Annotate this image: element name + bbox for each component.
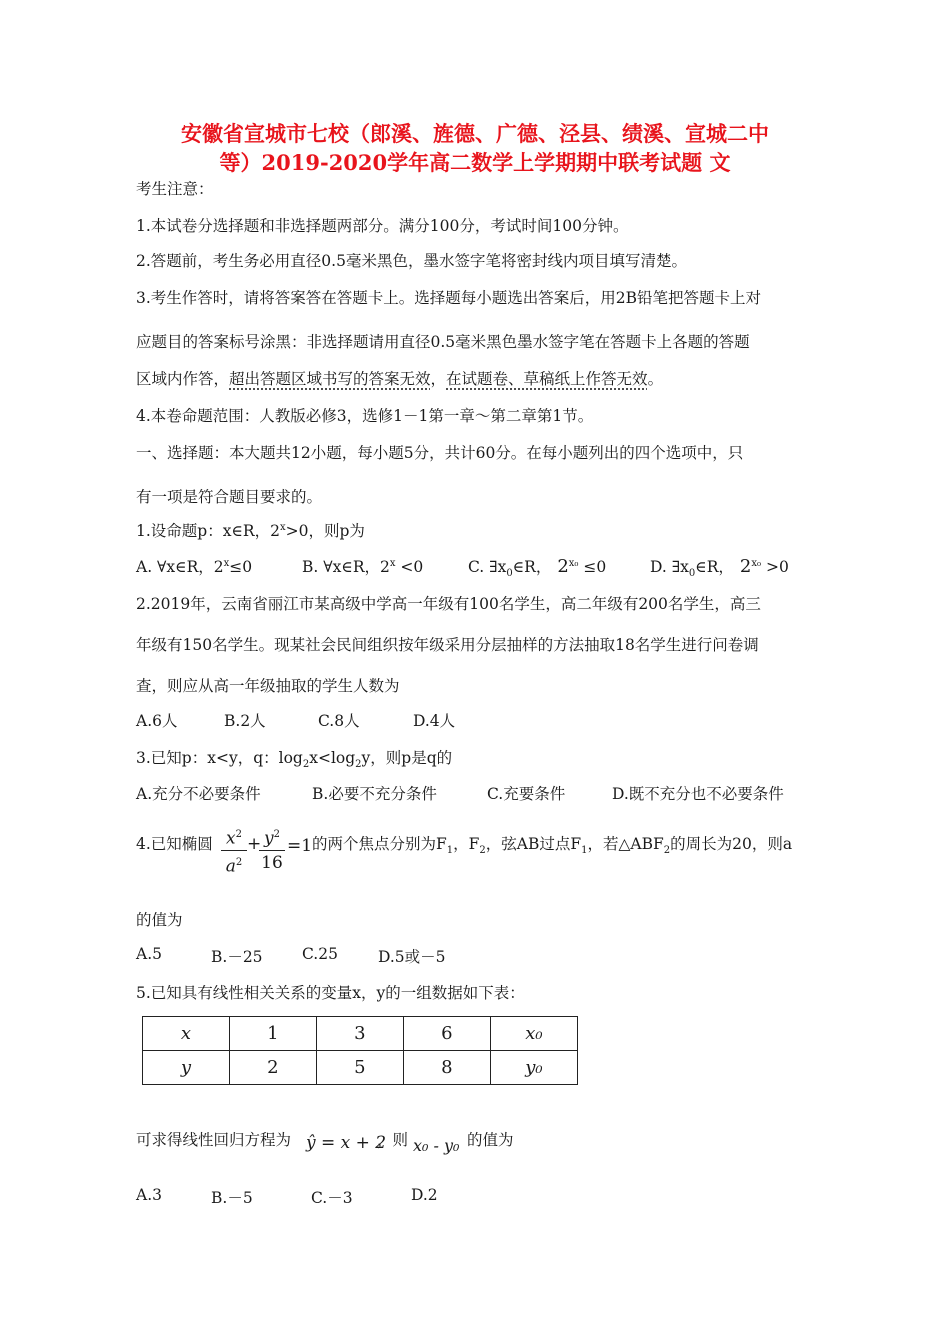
q5-line2-c: 的值为 — [467, 1131, 514, 1149]
q5-difference-expression: x₀ - y₀ — [413, 1136, 460, 1155]
table-cell: y — [143, 1051, 230, 1085]
q2-option-d: D.4人 — [413, 712, 456, 730]
notice-item-1: 1.本试卷分选择题和非选择题两部分。满分100分，考试时间100分钟。 — [136, 217, 629, 235]
q1-d-sub: 0 — [688, 568, 696, 580]
q2-line3: 查，则应从高一年级抽取的学生人数为 — [136, 677, 400, 695]
notice-item-3-text-c: ， — [430, 370, 447, 388]
exam-title-line2: 等）2019-2020学年高二数学上学期期中联考试题 文 — [219, 150, 731, 175]
q5-option-a: A.3 — [136, 1186, 162, 1204]
q3-option-a: A.充分不必要条件 — [136, 785, 261, 803]
notice-item-3-emphasis-a: 超出答题区域书写的答案无效 — [229, 370, 431, 388]
notice-item-3-line3 — [136, 367, 663, 389]
q1-option-b — [302, 555, 423, 577]
table-cell: 2 — [229, 1051, 316, 1085]
q1-stem-a: 1.设命题p：x∈R，2 — [136, 522, 280, 540]
q4-option-d: D.5或－5 — [378, 948, 446, 966]
q1-d-sup: x₀ — [751, 557, 762, 569]
q4-frac1-num-sup: 2 — [235, 829, 242, 840]
q5-data-table — [142, 1016, 578, 1085]
q4-plus: + — [247, 834, 262, 854]
table-cell: x — [143, 1017, 230, 1051]
table-cell: 3 — [316, 1017, 403, 1051]
q4-option-a: A.5 — [136, 945, 162, 963]
notice-item-3-line2: 应题目的答案标号涂黑：非选择题请用直径0.5毫米黑色墨水签字笔在答题卡上各题的答题 — [136, 333, 750, 351]
q2-line2: 年级有150名学生。现某社会民间组织按年级采用分层抽样的方法抽取18名学生进行问卷调 — [136, 636, 759, 654]
q4-fraction-x — [221, 824, 247, 878]
q4-stem-f: 的周长为20，则a — [670, 835, 793, 853]
q3-stem-a: 3.已知p：x<y，q：log — [136, 749, 303, 767]
notice-heading: 考生注意： — [136, 180, 214, 198]
q1-a-end: ≤0 — [229, 558, 253, 576]
q4-frac1-den-sup: 2 — [235, 856, 243, 868]
q4-stem-e: ，若△ABF — [587, 835, 664, 853]
q1-c-end: ≤0 — [578, 558, 607, 576]
q4-stem-b-text: 的两个焦点分别为F — [312, 835, 447, 853]
q5-line2-b: ，则 — [377, 1131, 409, 1149]
q1-d-mid: ∈R， — [695, 558, 734, 576]
table-cell: 5 — [316, 1051, 403, 1085]
notice-item-2: 2.答题前，考生务必用直径0.5毫米黑色，墨水签字笔将密封线内项目填写清楚。 — [136, 252, 687, 270]
table-cell: 6 — [403, 1017, 490, 1051]
q2-option-c: C.8人 — [318, 712, 360, 730]
q4-frac1-den: a — [225, 856, 236, 877]
q1-a-sup: x — [223, 557, 230, 569]
q3-option-d: D.既不充分也不必要条件 — [612, 785, 784, 803]
table-cell: 1 — [229, 1017, 316, 1051]
q2-line1: 2.2019年，云南省丽江市某高级中学高一年级有100名学生，高二年级有200名学生，高三 — [136, 595, 761, 613]
q1-stem-sup: x — [279, 521, 286, 533]
q1-a-text: A. ∀x∈R，2 — [136, 558, 224, 576]
table-row — [143, 1051, 578, 1085]
q3-stem — [136, 746, 452, 770]
q5-stem: 5.已知具有线性相关关系的变量x，y的一组数据如下表： — [136, 984, 525, 1002]
q4-stem-a: 4.已知椭圆 — [136, 835, 213, 853]
q1-stem — [136, 519, 365, 541]
section1-line2: 有一项是符合题目要求的。 — [136, 488, 323, 506]
section1-line1: 一、选择题：本大题共12小题，每小题5分，共计60分。在每小题列出的四个选项中，只 — [136, 444, 744, 462]
q4-frac1-num: x — [226, 828, 236, 849]
q1-c-mid: ∈R， — [512, 558, 552, 576]
q4-frac2-num: y — [264, 828, 274, 849]
table-cell: y₀ — [490, 1051, 577, 1085]
q4-frac2-den: 16 — [261, 852, 283, 873]
table-row — [143, 1017, 578, 1051]
notice-item-3-text-a: 区域内作答， — [136, 370, 230, 388]
q1-b-sup: x — [389, 557, 396, 569]
q5-regression-equation: ŷ = x + 2 — [306, 1133, 387, 1153]
q1-stem-end: >0，则p为 — [285, 522, 365, 540]
q4-f2-sub-b: 2 — [663, 845, 671, 857]
q3-sub1: 2 — [302, 759, 310, 771]
q1-option-a — [136, 555, 252, 577]
q3-stem-b: x<log — [309, 749, 356, 767]
q2-option-a: A.6人 — [136, 712, 178, 730]
q4-f1-sub-b: 1 — [581, 845, 588, 857]
q2-option-b: B.2人 — [224, 712, 266, 730]
exam-title-line1: 安徽省宣城市七校（郎溪、旌德、广德、泾县、绩溪、宣城二中 — [181, 121, 769, 146]
q1-option-c — [468, 555, 606, 579]
q3-stem-c: y，则p是q的 — [361, 749, 453, 767]
q5-option-c: C.－3 — [311, 1189, 353, 1207]
q1-c-sup: x₀ — [568, 557, 579, 569]
q3-option-c: C.充要条件 — [487, 785, 566, 803]
q5-line2-a: 可求得线性回归方程为 — [136, 1131, 292, 1149]
q4-option-c: C.25 — [302, 945, 338, 963]
q3-option-b: B.必要不充分条件 — [312, 785, 437, 803]
notice-item-3-emphasis-b: 在试题卷、草稿纸上作答无效 — [446, 370, 648, 388]
q4-option-b: B.－25 — [211, 948, 263, 966]
q1-c-text: C. ∃x — [468, 558, 507, 576]
q5-option-d: D.2 — [411, 1186, 438, 1204]
q1-d-base: 2 — [739, 556, 752, 577]
q1-c-base: 2 — [557, 556, 569, 577]
q4-f1-sub: 1 — [446, 845, 454, 857]
q3-sub2: 2 — [355, 759, 362, 771]
notice-item-3-line1: 3.考生作答时，请将答案答在答题卡上。选择题每小题选出答案后，用2B铅笔把答题卡上对 — [136, 289, 762, 307]
q1-b-text: B. ∀x∈R，2 — [302, 558, 390, 576]
q4-line2: 的值为 — [136, 911, 183, 929]
notice-item-3-text-e: 。 — [647, 370, 664, 388]
q4-stem-b — [312, 832, 792, 856]
notice-item-4: 4.本卷命题范围：人教版必修3，选修1－1第一章～第二章第1节。 — [136, 407, 594, 425]
q1-d-text: D. ∃x — [650, 558, 689, 576]
table-cell: x₀ — [490, 1017, 577, 1051]
table-cell: 8 — [403, 1051, 490, 1085]
q1-option-d — [650, 555, 789, 579]
q1-b-end: <0 — [395, 558, 424, 576]
q5-option-b: B.－5 — [211, 1189, 253, 1207]
q4-stem-d: ，弦AB过点F — [485, 835, 582, 853]
q1-c-sub: 0 — [506, 568, 513, 580]
q4-f2-sub: 2 — [479, 845, 486, 857]
q1-d-end: >0 — [761, 558, 789, 576]
q4-frac2-num-sup: 2 — [273, 829, 280, 840]
q4-fraction-y — [259, 824, 285, 875]
q4-stem-c: ，F — [453, 835, 480, 853]
q4-equals-one: =1 — [287, 836, 313, 856]
